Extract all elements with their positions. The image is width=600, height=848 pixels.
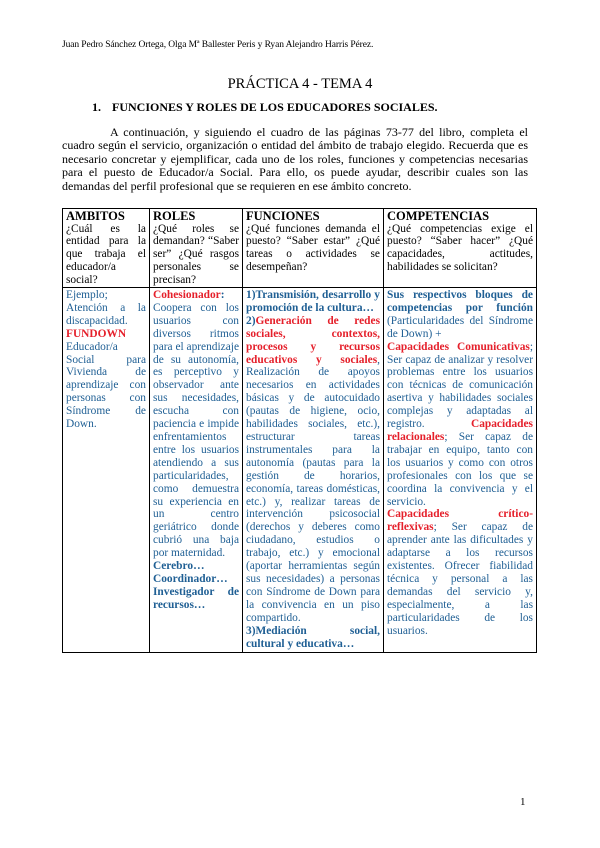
document-title: PRÁCTICA 4 - TEMA 4: [227, 76, 373, 92]
header-funciones-text: ¿Qué funciones demanda el puesto? “Saber estar” ¿Qué tareas o actividades se desempeñan?: [246, 222, 380, 274]
competence-relacionales-text: ; Ser capaz de trabajar en equipo, tanto con los usuarios y como con otros profesionales con los que se coordina la convivencia y el servicio.: [387, 431, 533, 508]
header-funciones: [243, 209, 384, 288]
ambitos-description: Educador/a Social para Vivienda de aprendizaje con personas con Síndrome de Down.: [66, 340, 146, 431]
roles-table: [62, 208, 537, 653]
header-roles-title: ROLES: [153, 209, 196, 223]
role-investigador: Investigador de recursos…: [153, 585, 239, 611]
role-cohesionador: [153, 289, 239, 560]
section-number: 1.: [92, 100, 101, 114]
header-competencias-title: COMPETENCIAS: [387, 209, 490, 223]
page-header-authors: Juan Pedro Sánchez Ortega, Olga Mª Ballester Peris y Ryan Alejandro Harris Pérez.: [62, 40, 374, 50]
header-ambitos-text: ¿Cuál es la entidad para la que trabaja el educador/a social?: [66, 222, 146, 287]
header-ambitos: [63, 209, 150, 288]
function-3: 3)Mediación social, cultural y educativa…: [246, 624, 380, 650]
role-cohesionador-label: Cohesionador: [153, 289, 221, 302]
competence-blocks-title: Sus respectivos bloques de competencias por función: [387, 289, 533, 314]
competence-relacionales-label: Capacidades relacionales: [387, 418, 533, 443]
function-2: [246, 315, 380, 625]
header-roles-text: ¿Qué roles se demandan? “Saber ser” ¿Qué rasgos personales se precisan?: [153, 222, 239, 287]
cell-roles: [150, 288, 243, 653]
competence-blocks-text: (Particularidades del Síndrome de Down) +: [387, 314, 533, 340]
header-competencias: [384, 209, 537, 288]
function-2-number: 2): [246, 314, 256, 327]
ambitos-example: Ejemplo; Atención a la discapacidad.: [66, 289, 146, 327]
header-ambitos-title: AMBITOS: [66, 209, 125, 223]
role-coordinador: Coordinador…: [153, 572, 228, 585]
function-1: 1)Transmisión, desarrollo y promoción de la cultura…: [246, 289, 380, 314]
table-body-row: [63, 288, 537, 653]
role-cohesionador-colon: :: [220, 289, 225, 302]
competence-comunicativas-label: Capacidades Comunicativas: [387, 340, 530, 353]
intro-paragraph: A continuación, y siguiendo el cuadro de las páginas 73-77 del libro, completa el cuadro según el servicio, organización o entidad del ámbito de trabajo elegido. Recuerda que es necesario concretar y ejemplificar, cada uno de los roles, funciones y competencias necesarias para el puesto de Educador/a Social. Para ello, os puede ayudar, describir cuales son las demandas del perfil profesional que se requieren en ese ámbito concreto.: [62, 125, 528, 193]
header-funciones-title: FUNCIONES: [246, 209, 320, 223]
section-title: FUNCIONES Y ROLES DE LOS EDUCADORES SOCIALES.: [112, 100, 438, 114]
function-2-text: , Realización de apoyos necesarios en actividades básicas y de autocuidado (pautas de higiene, ocio, habilidades sociales, etc.), estructurar tareas instrumentales para la autonomía (pautas para la gestión de horarios, economía, tareas domésticas, etc.) y, realizar tareas de intervención psicosocial (derechos y deberes como ciudadano, estudios o trabajo, etc.) y emocional (aportar herramientas según sus necesidades) a personas con Síndrome de Down para la convivencia en un piso compartido.: [246, 353, 380, 624]
ambitos-entity: FUNDOWN: [66, 327, 127, 340]
header-roles: [150, 209, 243, 288]
header-competencias-text: ¿Qué competencias exige el puesto? “Saber hacer” ¿Qué capacidades, actitudes, habilidades se solicitan?: [387, 222, 533, 274]
table-header-row: [63, 209, 537, 288]
competence-critico-text: ; Ser capaz de aprender ante las dificultades y adaptarse a los recursos existentes. Ofrecer fiabilidad técnica y personal a las demandas del servicio y, especialmente, a las particularidades de los usuarios.: [387, 521, 533, 637]
competence-critico-label: Capacidades crítico-reflexivas: [387, 508, 533, 534]
section-heading: [92, 100, 438, 115]
role-cerebro: Cerebro…: [153, 560, 205, 573]
competence-critico: [387, 508, 533, 637]
cell-funciones: [243, 288, 384, 653]
competence-comunicativas: [387, 341, 533, 509]
role-cohesionador-text: Coopera con los usuarios con diversos ritmos para el aprendizaje de su autonomía, es perceptivo y observador ante sus necesidades, escucha con paciencia e impide enfrentamientos entre los usuarios atendiendo a sus particularidades, como demuestra su experiencia en un centro geriátrico donde cubrió una baja por maternidad.: [153, 301, 240, 560]
cell-ambitos: [63, 288, 150, 653]
function-2-title: Generación de redes sociales, contextos, procesos y recursos educativos y sociales: [246, 314, 380, 366]
page-number: 1: [520, 796, 526, 808]
cell-competencias: [384, 288, 537, 653]
competence-blocks: [387, 289, 533, 341]
competence-comunicativas-text: ; Ser capaz de analizar y resolver problemas entre los usuarios con técnicas de comunicación asertiva y habilidades sociales complejas y adaptadas al registro.: [387, 340, 533, 431]
